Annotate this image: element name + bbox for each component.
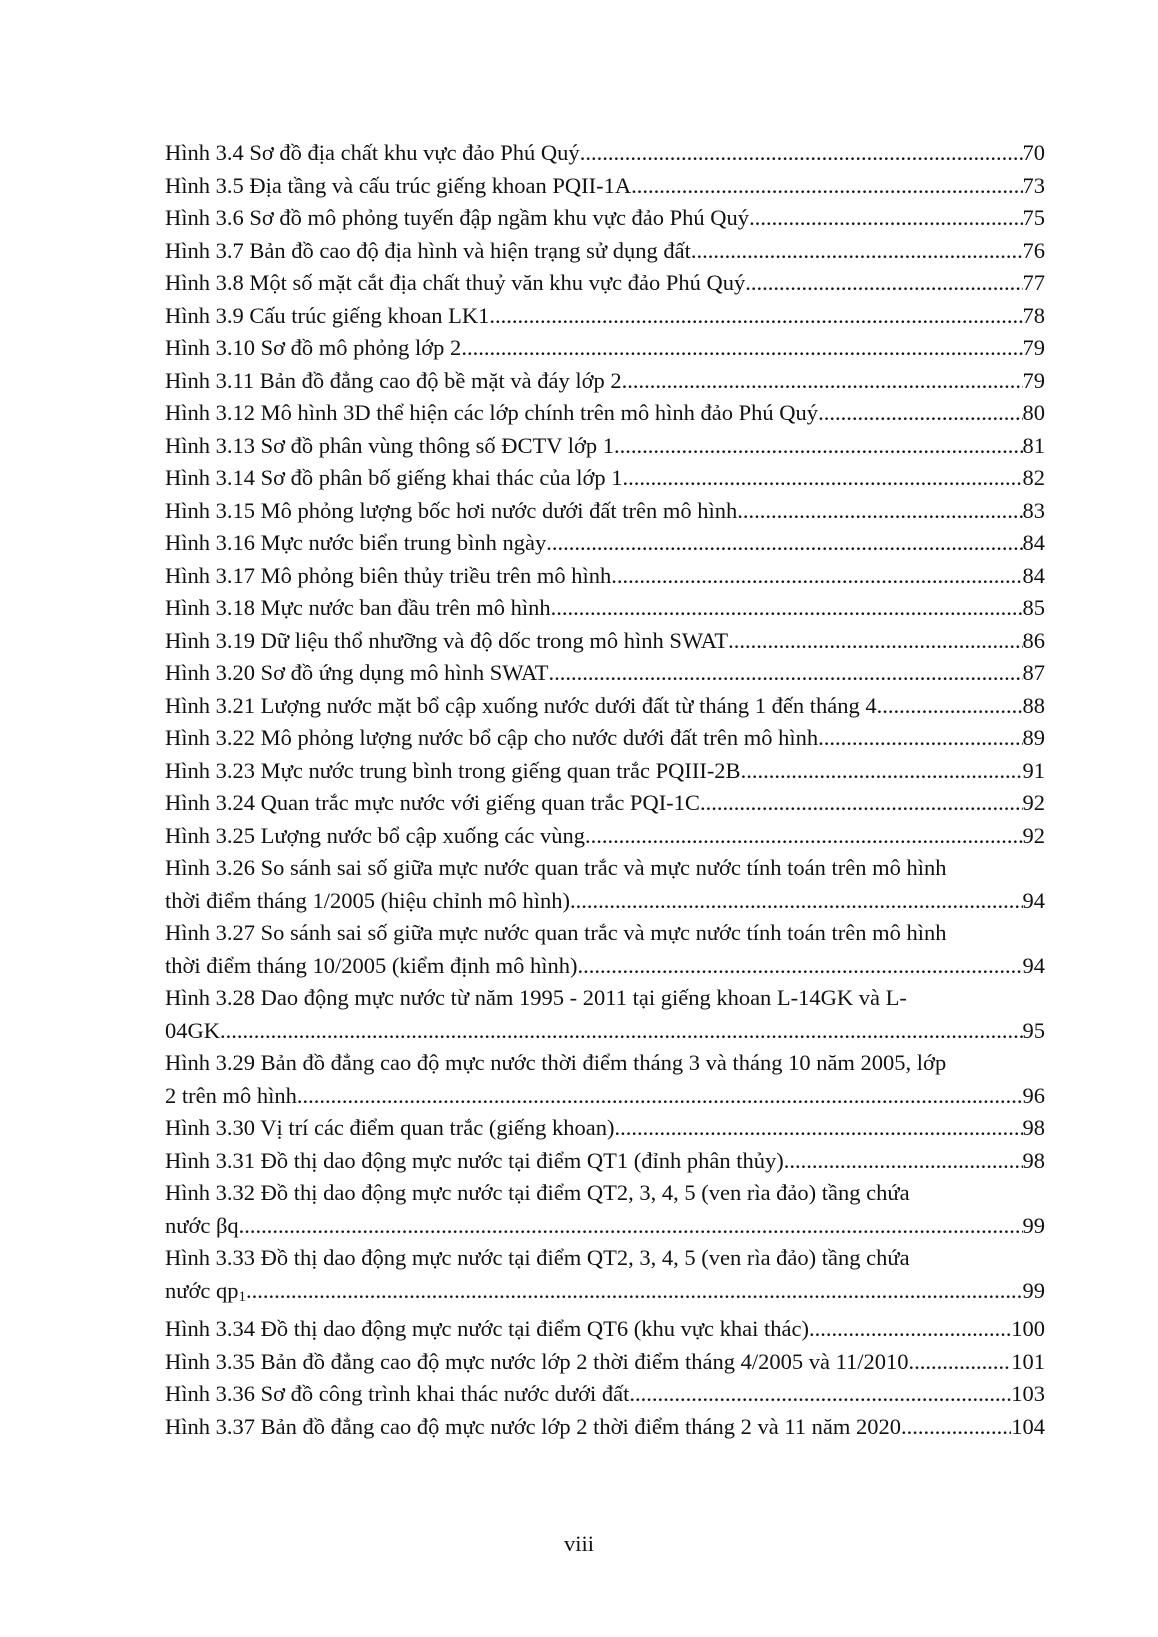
toc-entry-title-text: Hình 3.11 Bản đồ đẳng cao độ bề mặt và đáy lớp 2 [165,367,622,393]
toc-entry-line [165,1378,1045,1411]
toc-entry-title-first-line: Hình 3.32 Đồ thị dao động mực nước tại điểm QT2, 3, 4, 5 (ven rìa đảo) tầng chứa [165,1180,910,1205]
toc-entry-page-number: 79 [1022,367,1045,393]
toc-entry[interactable] [165,1242,1045,1313]
dot-leader [585,820,1023,853]
toc-entry-title-text: nước qp [165,1277,239,1303]
dot-leader [577,950,1022,983]
toc-entry-page-number: 86 [1022,627,1045,653]
dot-leader [631,170,1022,203]
toc-entry[interactable] [165,1378,1045,1411]
toc-entry-title [165,1313,809,1346]
toc-entry-title-text: Hình 3.35 Bản đồ đẳng cao độ mực nước lớp 2 thời điểm tháng 4/2005 và 11/2010. [165,1348,915,1374]
toc-entry-title [165,657,549,690]
toc-entry-line [165,300,1045,333]
toc-entry[interactable] [165,300,1045,333]
toc-entry-title-text: Hình 3.14 Sơ đồ phân bố giếng khai thác của lớp 1 [165,465,623,490]
toc-entry-page-number: 75 [1022,205,1045,230]
dot-leader [622,462,1022,495]
toc-entry-page-number: 77 [1022,270,1045,295]
toc-entry-title-text: Hình 3.31 Đồ thị dao động mực nước tại điểm QT1 (đỉnh phân thủy) [165,1147,784,1173]
toc-entry-title-text: thời điểm tháng 1/2005 (hiệu chỉnh mô hình) [165,887,570,913]
toc-entry[interactable] [165,787,1045,820]
toc-entry-title [165,170,631,203]
toc-entry[interactable] [165,1047,1045,1112]
toc-entry-title [165,950,577,983]
toc-entry[interactable] [165,755,1045,788]
toc-entry[interactable] [165,820,1045,853]
dot-leader [551,592,1023,625]
toc-entry-title [165,430,614,463]
toc-entry-page-number: 94 [1022,887,1045,913]
toc-entry-title [165,1015,220,1048]
toc-entry-title-text: Hình 3.34 Đồ thị dao động mực nước tại điểm QT6 (khu vực khai thác) [165,1316,809,1341]
toc-entry-title-text: 04GK [165,1017,220,1043]
toc-entry-page-number: 98 [1022,1115,1045,1140]
toc-entry-title [165,462,622,495]
toc-entry-title [165,755,741,788]
toc-entry-title-text: Hình 3.13 Sơ đồ phân vùng thông số ĐCTV lớp 1 [165,432,615,458]
toc-entry[interactable] [165,430,1045,463]
dot-leader [239,1210,1023,1243]
toc-entry-title-text: Hình 3.23 Mực nước trung bình trong giếng quan trắc PQIII-2B [165,757,741,783]
toc-entry[interactable] [165,592,1045,625]
toc-entry-page-number: 100 [1011,1316,1045,1341]
dot-leader [741,755,1023,788]
toc-entry-title-first-line: Hình 3.29 Bản đồ đẳng cao độ mực nước thời điểm tháng 3 và tháng 10 năm 2005, lớp [165,1050,947,1075]
toc-entry-title-text: 2 trên mô hình [165,1082,297,1108]
dot-leader [818,397,1022,430]
toc-entry-title [165,137,580,170]
toc-entry-title [165,1145,784,1178]
toc-entry-line [165,1346,1045,1379]
toc-entry[interactable] [165,625,1045,658]
toc-entry-title-text: Hình 3.4 Sơ đồ địa chất khu vực đảo Phú Quý [165,140,580,165]
dot-leader [461,332,1022,365]
list-of-figures [165,137,1045,1443]
toc-entry-line [165,527,1045,560]
toc-entry[interactable] [165,332,1045,365]
dot-leader [877,690,1023,723]
toc-entry-title-text: Hình 3.16 Mực nước biển trung bình ngày [165,530,547,555]
subscript: 1 [238,1288,246,1305]
dot-leader [818,722,1022,755]
toc-entry[interactable] [165,495,1045,528]
toc-entry-page-number: 92 [1022,790,1045,815]
dot-leader [549,657,1023,690]
toc-entry-line [165,690,1045,723]
dot-leader [784,1145,1023,1178]
toc-entry-title-first-line: Hình 3.27 So sánh sai số giữa mực nước quan trắc và mực nước tính toán trên mô hình [165,920,947,945]
toc-entry-title-text: Hình 3.18 Mực nước ban đầu trên mô hình [165,595,551,620]
toc-entry-page-number: 96 [1022,1082,1045,1108]
dot-leader [728,625,1022,658]
toc-entry-title-text: Hình 3.30 Vị trí các điểm quan trắc (giếng khoan) [165,1115,615,1140]
toc-entry-page-number: 85 [1022,595,1045,620]
toc-entry-line [165,1275,1045,1314]
toc-entry-title-text: Hình 3.10 Sơ đồ mô phỏng lớp 2 [165,335,462,360]
dot-leader [737,495,1022,528]
toc-entry-line [165,397,1045,430]
dot-leader [745,267,1022,300]
toc-entry-title-text: Hình 3.22 Mô phỏng lượng nước bổ cập cho nước dưới đất trên mô hình [165,725,819,750]
dot-leader [749,202,1022,235]
toc-entry-title-text: Hình 3.5 Địa tầng và cấu trúc giếng khoan PQII-1A [165,172,632,198]
toc-entry-title-text: Hình 3.6 Sơ đồ mô phỏng tuyến đập ngầm khu vực đảo Phú Quý [165,205,750,230]
toc-entry-title-text: Hình 3.21 Lượng nước mặt bổ cập xuống nước dưới đất từ tháng 1 đến tháng 4 [165,692,877,718]
dot-leader [691,235,1023,268]
toc-entry-line [165,430,1045,463]
toc-entry-page-number: 70 [1022,140,1045,165]
dot-leader [246,1275,1023,1308]
toc-entry-title-text: thời điểm tháng 10/2005 (kiểm định mô hình) [165,952,578,978]
toc-entry-line [165,592,1045,625]
toc-entry-page-number: 84 [1022,562,1045,588]
toc-entry-title-text: Hình 3.19 Dữ liệu thổ nhưỡng và độ dốc trong mô hình SWAT [165,627,729,653]
toc-entry-line [165,1145,1045,1178]
toc-entry-page-number: 78 [1022,302,1045,328]
toc-entry-title [165,397,818,430]
toc-entry-title-text: Hình 3.24 Quan trắc mực nước với giếng quan trắc PQI-1C [165,790,700,815]
toc-entry-page-number: 76 [1022,237,1045,263]
toc-entry[interactable] [165,137,1045,170]
toc-entry[interactable] [165,397,1045,430]
toc-entry-line [165,950,1045,983]
toc-entry-line [165,202,1045,235]
dot-leader [611,560,1022,593]
dot-leader [614,1112,1022,1145]
toc-entry-title-text: Hình 3.17 Mô phỏng biên thủy triều trên mô hình [165,562,612,588]
toc-entry-title-text: Hình 3.15 Mô phỏng lượng bốc hơi nước dưới đất trên mô hình [165,497,738,523]
toc-entry-title-text: Hình 3.8 Một số mặt cắt địa chất thuỷ văn khu vực đảo Phú Quý [165,270,746,295]
toc-entry-line [165,267,1045,300]
toc-entry[interactable] [165,1145,1045,1178]
toc-entry-title-text: Hình 3.9 Cấu trúc giếng khoan LK1 [165,302,490,328]
dot-leader [297,1080,1023,1113]
toc-entry-page-number: 88 [1022,692,1045,718]
toc-entry-line [165,560,1045,593]
toc-entry[interactable] [165,560,1045,593]
toc-entry-title-text: Hình 3.7 Bản đồ cao độ địa hình và hiện trạng sử dụng đất [165,237,691,263]
toc-entry-title-text: Hình 3.37 Bản đồ đẳng cao độ mực nước lớp 2 thời điểm tháng 2 và 11 năm 2020 [165,1413,902,1439]
dot-leader [700,787,1023,820]
toc-entry-line [165,1080,1045,1113]
dot-leader [809,1313,1011,1346]
dot-leader [546,527,1022,560]
toc-entry-title [165,625,728,658]
toc-entry-page-number: 82 [1022,465,1045,490]
toc-entry-line [165,787,1045,820]
toc-entry-title [165,787,700,820]
toc-entry-title [165,235,691,268]
toc-entry[interactable] [165,917,1045,982]
toc-entry-line [165,1411,1045,1444]
toc-entry[interactable] [165,1411,1045,1444]
dot-leader [622,365,1023,398]
toc-entry-title [165,885,570,918]
toc-entry-title [165,267,745,300]
dot-leader [220,1015,1023,1048]
toc-entry[interactable] [165,852,1045,917]
toc-entry-title [165,1346,914,1379]
toc-entry[interactable] [165,982,1045,1047]
toc-entry[interactable] [165,1177,1045,1242]
toc-entry-title [165,202,749,235]
toc-entry-title [165,495,737,528]
toc-entry-line [165,755,1045,788]
toc-entry-page-number: 81 [1022,432,1045,458]
toc-entry-page-number: 104 [1011,1413,1045,1439]
toc-entry-page-number: 89 [1022,725,1045,750]
toc-entry-page-number: 73 [1022,172,1045,198]
toc-entry-title [165,332,461,365]
toc-entry-line [165,332,1045,365]
toc-entry-title-text: Hình 3.36 Sơ đồ công trình khai thác nước dưới đất [165,1381,630,1406]
dot-leader [914,1346,1011,1379]
toc-entry-title [165,1210,239,1243]
toc-entry-page-number: 103 [1011,1381,1045,1406]
toc-entry[interactable] [165,1112,1045,1145]
page-number: viii [563,1531,594,1556]
toc-entry[interactable] [165,657,1045,690]
toc-entry-page-number: 87 [1022,660,1045,685]
toc-entry-title [165,1275,246,1314]
toc-entry-line [165,1210,1045,1243]
toc-entry-title [165,1112,614,1145]
toc-entry-line [165,885,1045,918]
toc-entry-title-text: Hình 3.12 Mô hình 3D thể hiện các lớp chính trên mô hình đảo Phú Quý [165,400,819,425]
dot-leader [489,300,1022,333]
toc-entry[interactable] [165,235,1045,268]
toc-entry[interactable] [165,202,1045,235]
toc-entry-page-number: 80 [1022,400,1045,425]
dot-leader [901,1411,1011,1444]
toc-entry[interactable] [165,462,1045,495]
toc-entry-line [165,625,1045,658]
toc-entry-title [165,592,551,625]
toc-entry-page-number: 79 [1022,335,1045,360]
toc-entry-page-number: 101 [1011,1348,1045,1374]
toc-entry[interactable] [165,365,1045,398]
toc-entry[interactable] [165,527,1045,560]
toc-entry-title [165,820,585,853]
toc-entry-page-number: 83 [1022,497,1045,523]
toc-entry[interactable] [165,1313,1045,1346]
toc-entry[interactable] [165,722,1045,755]
toc-entry-line [165,170,1045,203]
toc-entry-title [165,560,611,593]
toc-entry-title-text: nước βq [165,1212,239,1238]
toc-entry-title [165,300,489,333]
toc-entry-line [165,495,1045,528]
toc-entry-line [165,657,1045,690]
toc-entry-page-number: 98 [1022,1147,1045,1173]
toc-entry-title-text: Hình 3.20 Sơ đồ ứng dụng mô hình SWAT [165,660,549,685]
toc-entry[interactable] [165,1346,1045,1379]
toc-entry-title-first-line: Hình 3.26 So sánh sai số giữa mực nước quan trắc và mực nước tính toán trên mô hình [165,855,947,880]
toc-entry-line [165,137,1045,170]
toc-entry[interactable] [165,170,1045,203]
toc-entry-page-number: 92 [1022,822,1045,848]
dot-leader [570,885,1023,918]
toc-entry-title-first-line: Hình 3.28 Dao động mực nước từ năm 1995 - 2011 tại giếng khoan L-14GK và L- [165,985,907,1010]
toc-entry-title-text: Hình 3.25 Lượng nước bổ cập xuống các vùng [165,822,585,848]
toc-entry-line [165,365,1045,398]
toc-entry-page-number: 95 [1022,1017,1045,1043]
toc-entry-line [165,462,1045,495]
toc-entry-line [165,235,1045,268]
toc-entry-line [165,1313,1045,1346]
toc-entry-title [165,1411,901,1444]
toc-entry-title [165,365,622,398]
dot-leader [629,1378,1011,1411]
toc-entry-page-number: 94 [1022,952,1045,978]
toc-entry-title-first-line: Hình 3.33 Đồ thị dao động mực nước tại điểm QT2, 3, 4, 5 (ven rìa đảo) tầng chứa [165,1245,910,1270]
toc-entry-title [165,722,818,755]
toc-entry[interactable] [165,267,1045,300]
toc-entry-page-number: 99 [1022,1212,1045,1238]
toc-entry[interactable] [165,690,1045,723]
dot-leader [614,430,1022,463]
dot-leader [580,137,1023,170]
toc-entry-line [165,722,1045,755]
toc-entry-page-number: 99 [1022,1277,1045,1303]
toc-entry-title [165,1378,629,1411]
toc-entry-line [165,1112,1045,1145]
toc-entry-line [165,820,1045,853]
toc-entry-line [165,1015,1045,1048]
toc-entry-page-number: 84 [1022,530,1045,555]
toc-entry-title [165,527,546,560]
toc-entry-title [165,1080,297,1113]
toc-entry-title [165,690,877,723]
toc-entry-page-number: 91 [1022,757,1045,783]
